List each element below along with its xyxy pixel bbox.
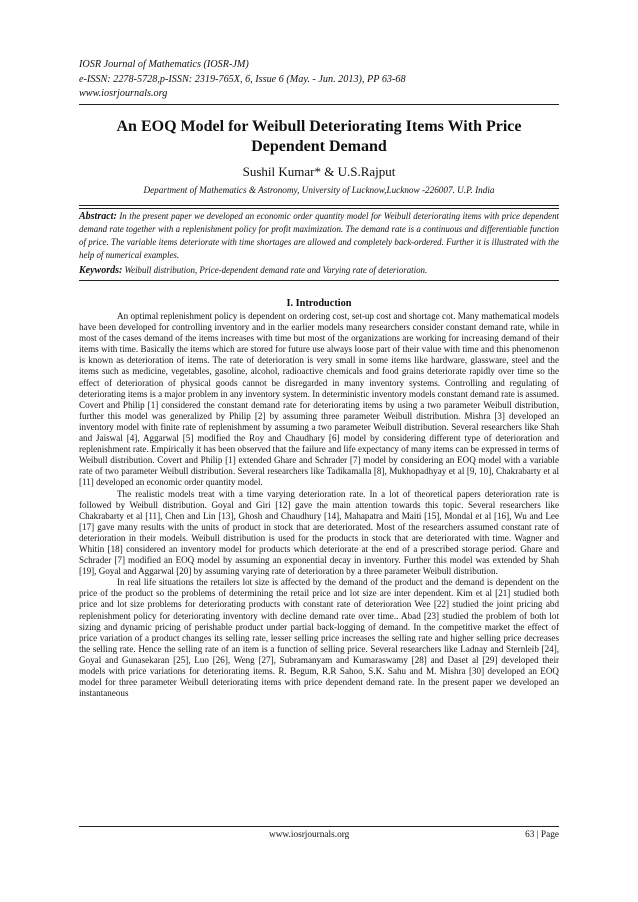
abstract-text: In the present paper we developed an economic order quantity model for Weibull deteriorating items with price dependent demand rate together with a replenishment policy for profit maximization. The demand rate is a continuous and differentiable function of price. The variable items deteriorate with time shortages are allowed and completely back-ordered. Further it is illustrated with the help of numerical examples. bbox=[79, 211, 560, 260]
abstract-top-divider bbox=[79, 205, 559, 209]
intro-paragraph-2: The realistic models treat with a time varying deterioration rate. In a lot of theoretical papers deterioration rate is followed by Weibull distribution. Goyal and Giri [12] gave the main attention towards this topic. Several researchers like Chakrabarty et al [11], Chen and Lin [13], Ghosh and Chaudhury [14], Mahapatra and Maiti [15], Mondal et al [16], Wu and Lee [17] gave many results with the units of product in stock that are deteriorated. Most of the researchers assumed constant rate of deterioration in their models. Weibull distribution is used for the products in stock that are deteriorated with time. Wagner and Whitin [18] considered an inventory model for products which deteriorate at the end of a prescribed storage period. Ghare and Schrader [7] modified an EOQ model by assuming an exponential decay in inventory. Further this model was extended by Shah [19], Goyal and Aggarwal [20] by assuming varying rate of deterioration by a three parameter Weibull distribution. bbox=[79, 488, 559, 577]
intro-paragraph-1: An optimal replenishment policy is dependent on ordering cost, set-up cost and shortage cot. Many mathematical models have been developed for controlling inventory and in the earlier models many researchers consider constant demand rate, while in most of the cases demand of the items increases with time but most of the organizations are working for increasing demand of their items with time. Basically the items which are stored for future use always loose part of their value with time and this phenomenon is known as deterioration of items. The rate of deterioration is very small in some items like hardware, glassware, steel and the items such as medicine, vegetables, gasoline, alcohol, radioactive chemicals and food grains deteriorate rapidly over time so the effect of deterioration of physical goods cannot be disregarded in many inventory systems. Controlling and regulating of deteriorating items is a major problem in any inventory system. In deterministic inventory models constant demand rate is assumed. Covert and Philip [1] considered the constant demand rate for deteriorating items by using a two parameter Weibull distribution, further this model was generalized by Philip [2] by assuming three parameter Weibull distribution. Mishra [3] developed an inventory model with finite rate of replenishment by assuming a two parameter Weibull distribution. Several researchers like Shah and Jaiswal [4], Aggarwal [5] modified the Roy and Chaudhary [6] model by considering different type of deterioration and replenishment rate. Empirically it has been observed that the failure and life expectancy of many items can be expressed in terms of Weibull distribution. Covert and Philip [1] extended Ghare and Schrader [7] model by considering an EOQ model with a variable rate of two parameter Weibull distribution. Several researchers like Tadikamalla [8], Mukhopadhyay et al [9, 10], Chakrabarty et al [11] developed an economic order quantity model. bbox=[79, 311, 559, 488]
intro-paragraph-3: In real life situations the retailers lot size is affected by the demand of the product and the demand is dependent on the price of the product so the problems of determining the retail price and lot size are inter dependent. Kim et al [21] studied both price and lot size problems for deteriorating products with constant rate of deterioration Wee [22] studied the joint pricing abd replenishment policy for deteriorating inventory with decline demand rate over time.. Abad [23] studied the problem of both lot sizing and dynamic pricing of perishable product under partial back-logging of demand. In the competitive market the effect of price variation of a product changes its selling rate, lesser selling price increases the selling rate and higher selling price decreases the selling rate. Hence the selling rate of an item is a function of selling price. Several researchers like Ladnay and Sternleib [24], Goyal and Gunasekaran [25], Luo [26], Weng [27], Subramanyam and Kumaraswamy [28] and Daset al [29] developed their models with price variations for deteriorating items. R. Begum, R.R Sahoo, S.K. Sahu and M. Mishra [30] developed an EOQ model for three parameter Weibull deteriorating items with price dependent demand rate. In the present paper we developed an instantaneous bbox=[79, 577, 559, 699]
keywords-divider bbox=[79, 280, 559, 281]
paper-authors: Sushil Kumar* & U.S.Rajput bbox=[242, 164, 396, 179]
journal-issn: e-ISSN: 2278-5728,p-ISSN: 2319-765X, 6, Issue 6 (May. - Jun. 2013), PP 63-68 bbox=[79, 73, 406, 85]
footer-divider bbox=[79, 826, 559, 827]
journal-name: IOSR Journal of Mathematics (IOSR-JM) bbox=[79, 59, 249, 70]
keywords-label: Keywords: bbox=[79, 265, 123, 276]
abstract bbox=[79, 210, 559, 262]
author-affiliation: Department of Mathematics & Astronomy, University of Lucknow,Lucknow -226007. U.P. India bbox=[143, 185, 495, 195]
page-number: 63 | Page bbox=[525, 830, 559, 840]
keywords-text: Weibull distribution, Price-dependent demand rate and Varying rate of deterioration. bbox=[124, 265, 428, 275]
abstract-label: Abstract: bbox=[79, 211, 117, 222]
keywords bbox=[79, 264, 559, 277]
section-heading-introduction: I. Introduction bbox=[286, 298, 352, 309]
journal-site: www.iosrjournals.org bbox=[79, 88, 168, 99]
header-divider bbox=[79, 104, 559, 105]
journal-header bbox=[79, 58, 559, 102]
paper-title: An EOQ Model for Weibull Deteriorating Items With Price Dependent Demand bbox=[116, 118, 522, 155]
page-footer bbox=[79, 828, 559, 842]
footer-site: www.iosrjournals.org bbox=[269, 830, 350, 840]
introduction-body bbox=[79, 311, 559, 699]
